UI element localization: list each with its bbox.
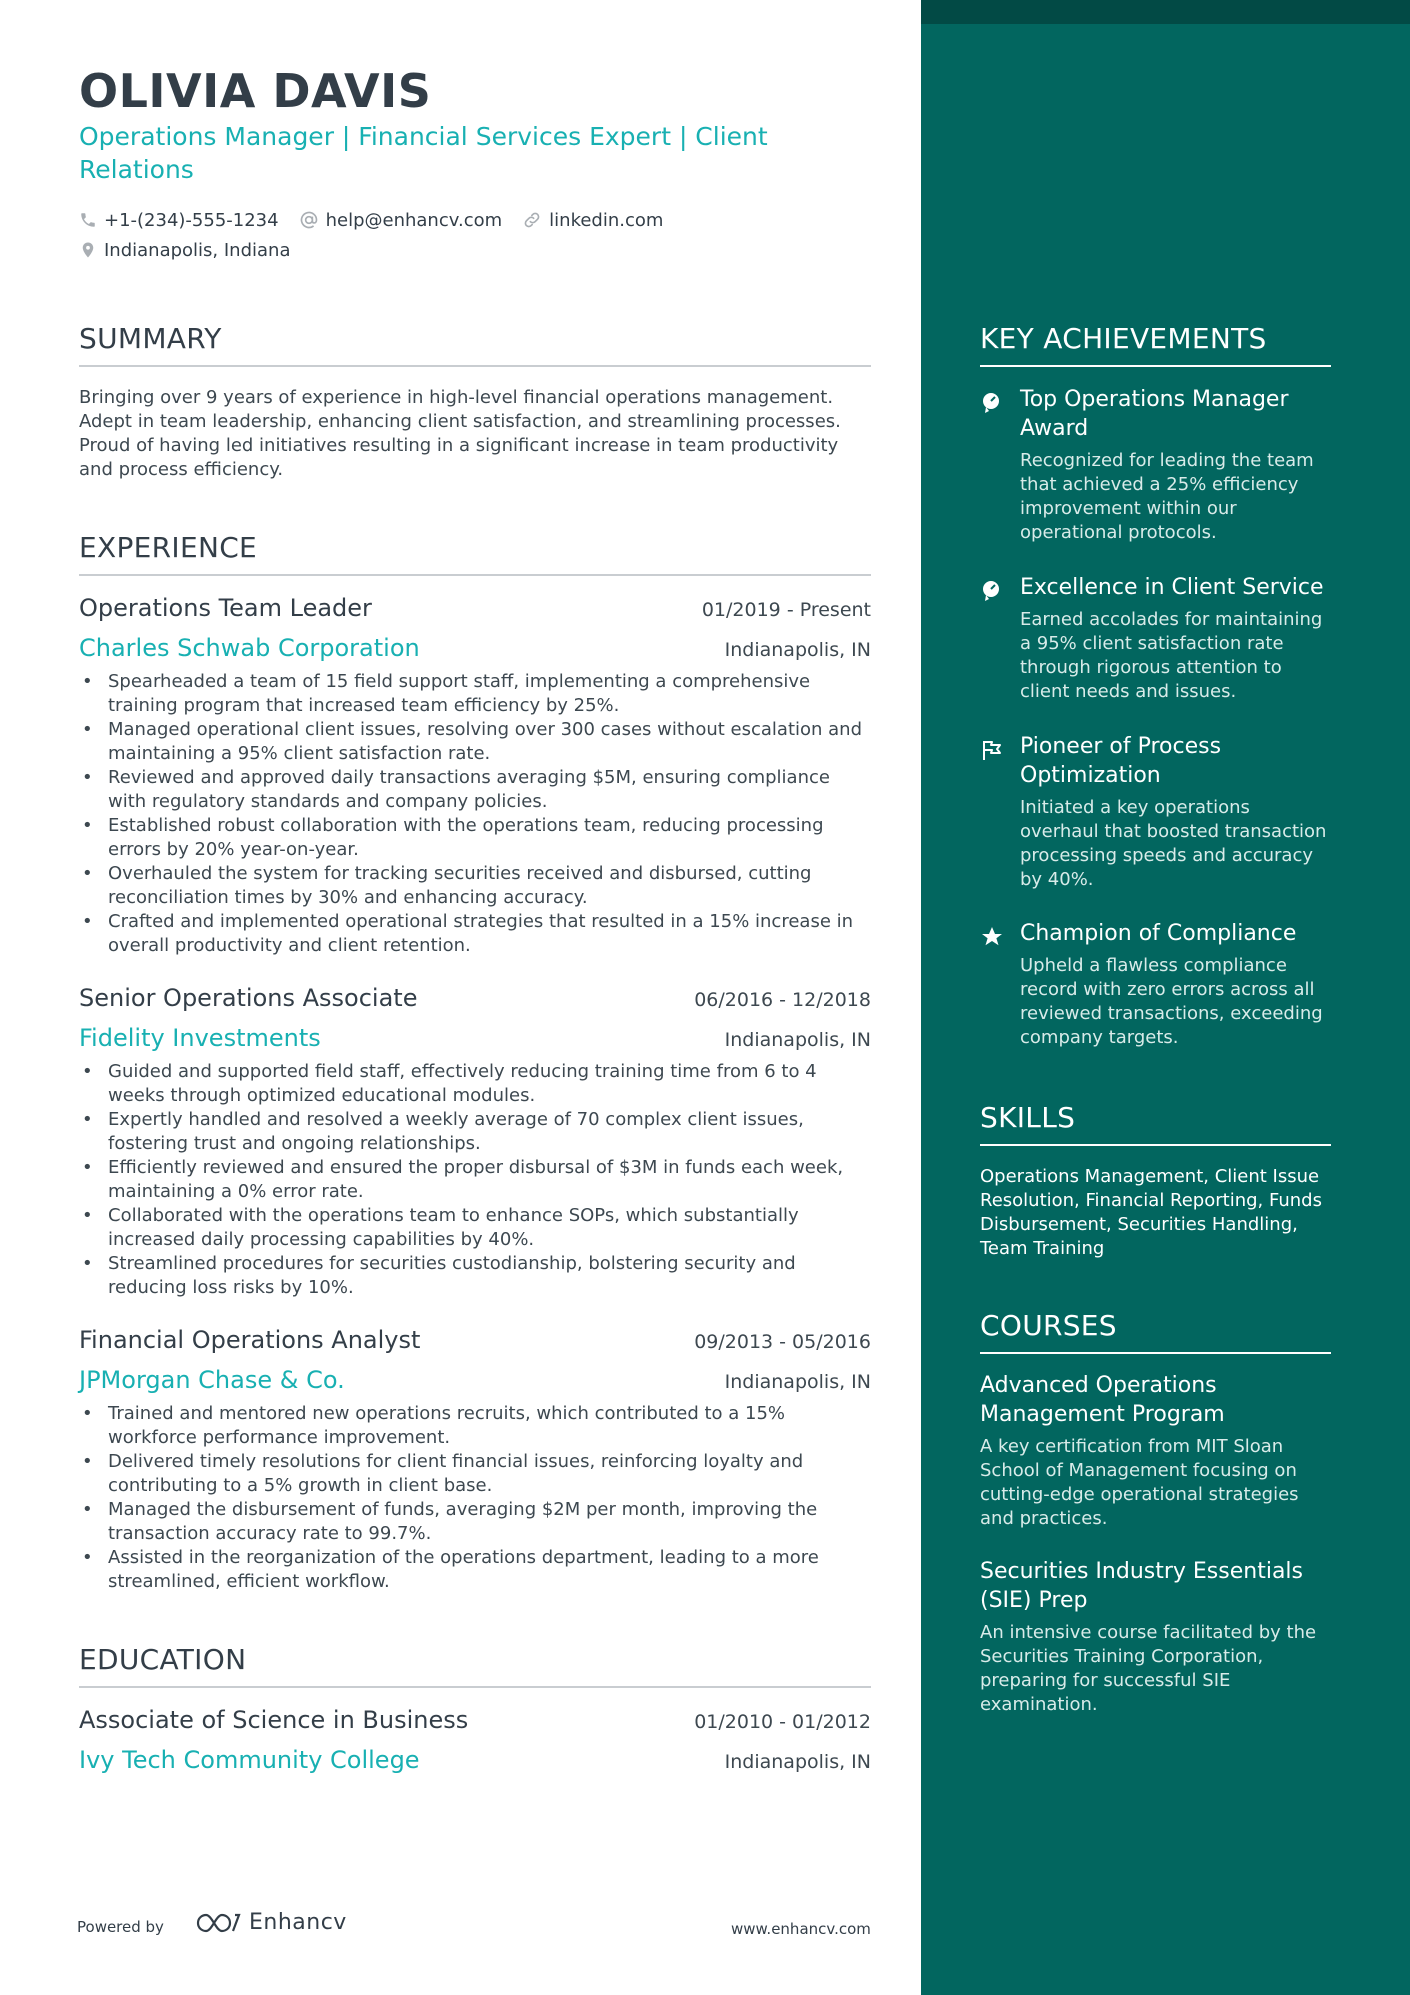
job-entry <box>79 984 871 1300</box>
contact-link[interactable] <box>522 210 663 231</box>
job-location: Indianapolis, IN <box>724 1029 871 1051</box>
job-bullets <box>79 1060 871 1300</box>
email-text: help@enhancv.com <box>325 209 503 231</box>
bullet: • Trained and mentored new operations recruits, which contributed to a 15% workforce performance improvement. <box>79 1402 871 1450</box>
job-dates: 01/2019 - Present <box>701 599 871 621</box>
contact-phone[interactable] <box>79 210 279 231</box>
skills-text: Operations Management, Client Issue Resolution, Financial Reporting, Funds Disbursement, Securities Handling, Team Training <box>980 1166 1322 1259</box>
achievement-desc: Upheld a flawless compliance record with zero errors across all reviewed transactions, exceeding company targets. <box>1020 955 1323 1048</box>
achievement-item <box>980 732 1331 892</box>
bullet: • Established robust collaboration with the operations team, reducing processing errors by 20% year-on-year. <box>79 814 871 862</box>
course-desc: A key certification from MIT Sloan School of Management focusing on cutting-edge operational strategies and practices. <box>980 1436 1299 1529</box>
bullet: • Expertly handled and resolved a weekly average of 70 complex client issues, fostering trust and ongoing relationships. <box>79 1108 871 1156</box>
course-title: Securities Industry Essentials (SIE) Prep <box>980 1559 1304 1613</box>
contact-email[interactable] <box>299 210 503 231</box>
summary-heading: SUMMARY <box>79 322 871 367</box>
experience-heading: EXPERIENCE <box>79 531 871 576</box>
bullet: • Managed operational client issues, resolving over 300 cases without escalation and maintaining a 95% client satisfaction rate. <box>79 718 871 766</box>
course-item <box>980 1557 1331 1717</box>
education-location: Indianapolis, IN <box>724 1751 871 1773</box>
bullet: • Streamlined procedures for securities custodianship, bolstering security and reducing loss risks by 10%. <box>79 1252 871 1300</box>
star-icon <box>980 925 1004 949</box>
job-bullets <box>79 1402 871 1594</box>
bullet: • Assisted in the reorganization of the operations department, leading to a more streamlined, efficient workflow. <box>79 1546 871 1594</box>
link-icon <box>522 210 542 230</box>
link-text: linkedin.com <box>549 209 664 231</box>
job-dates: 06/2016 - 12/2018 <box>694 989 871 1011</box>
job-dates: 09/2013 - 05/2016 <box>694 1331 871 1353</box>
job-location: Indianapolis, IN <box>724 1371 871 1393</box>
education-entry <box>79 1706 871 1774</box>
course-title: Advanced Operations Management Program <box>980 1373 1225 1427</box>
powered-by-label: Powered by <box>77 1918 164 1936</box>
candidate-name: OLIVIA DAVIS <box>79 64 432 118</box>
location-pin-icon <box>79 240 97 260</box>
job-company[interactable]: Fidelity Investments <box>79 1024 321 1052</box>
job-company[interactable]: Charles Schwab Corporation <box>79 634 420 662</box>
job-entry <box>79 594 871 958</box>
achievement-desc: Earned accolades for maintaining a 95% client satisfaction rate through rigorous attention to client needs and issues. <box>1020 609 1323 702</box>
achievement-title: Champion of Compliance <box>1020 921 1297 946</box>
achievements-heading: KEY ACHIEVEMENTS <box>980 322 1331 367</box>
phone-text: +1-(234)-555-1234 <box>104 209 279 231</box>
medal-icon <box>980 579 1004 603</box>
summary-text: Bringing over 9 years of experience in high-level financial operations management. Adept in team leadership, enhancing client satisfaction, and streamlining processes. Proud of having led initiatives resulting in a significant increase in team productivity and process efficiency. <box>79 387 841 480</box>
brand-name: Enhancv <box>249 1910 347 1935</box>
candidate-title: Operations Manager | Financial Services Expert | Client Relations <box>79 122 768 184</box>
bullet: • Managed the disbursement of funds, averaging $2M per month, improving the transaction accuracy rate to 99.7%. <box>79 1498 871 1546</box>
achievement-title: Top Operations Manager Award <box>1020 387 1289 441</box>
job-entry <box>79 1326 871 1594</box>
achievement-title: Excellence in Client Service <box>1020 575 1324 600</box>
school[interactable]: Ivy Tech Community College <box>79 1746 420 1774</box>
job-role: Financial Operations Analyst <box>79 1326 421 1354</box>
job-bullets <box>79 670 871 958</box>
achievement-item <box>980 385 1331 545</box>
enhancv-logo-icon <box>195 1911 241 1935</box>
achievement-item <box>980 919 1331 1050</box>
bullet: • Reviewed and approved daily transactions averaging $5M, ensuring compliance with regulatory standards and company policies. <box>79 766 871 814</box>
education-heading: EDUCATION <box>79 1643 871 1688</box>
job-location: Indianapolis, IN <box>724 639 871 661</box>
bullet: • Crafted and implemented operational strategies that resulted in a 15% increase in overall productivity and client retention. <box>79 910 871 958</box>
bullet: • Overhauled the system for tracking securities received and disbursed, cutting reconciliation times by 30% and enhancing accuracy. <box>79 862 871 910</box>
at-icon <box>299 210 319 230</box>
degree: Associate of Science in Business <box>79 1706 469 1734</box>
footer-url[interactable]: www.enhancv.com <box>731 1920 871 1938</box>
sidebar-top-band <box>921 0 1410 24</box>
contact-location <box>79 240 291 261</box>
bullet: • Collaborated with the operations team to enhance SOPs, which substantially increased daily processing capabilities by 40%. <box>79 1204 871 1252</box>
bullet: • Delivered timely resolutions for client financial issues, reinforcing loyalty and contributing to a 5% growth in client base. <box>79 1450 871 1498</box>
skills-heading: SKILLS <box>980 1101 1331 1146</box>
flag-icon <box>980 738 1004 762</box>
bullet: • Guided and supported field staff, effectively reducing training time from 6 to 4 weeks through optimized educational modules. <box>79 1060 871 1108</box>
achievement-desc: Recognized for leading the team that achieved a 25% efficiency improvement within our operational protocols. <box>1020 450 1314 543</box>
achievement-desc: Initiated a key operations overhaul that boosted transaction processing speeds and accuracy by 40%. <box>1020 797 1327 890</box>
medal-icon <box>980 391 1004 415</box>
bullet: • Spearheaded a team of 15 field support staff, implementing a comprehensive training program that increased team efficiency by 25%. <box>79 670 871 718</box>
contact-info <box>79 205 869 265</box>
phone-icon <box>79 211 97 229</box>
education-dates: 01/2010 - 01/2012 <box>694 1711 871 1733</box>
course-item <box>980 1371 1331 1531</box>
achievement-item <box>980 573 1331 704</box>
courses-heading: COURSES <box>980 1309 1331 1354</box>
job-role: Operations Team Leader <box>79 594 372 622</box>
job-company[interactable]: JPMorgan Chase & Co. <box>79 1366 345 1394</box>
course-desc: An intensive course facilitated by the Securities Training Corporation, preparing for successful SIE examination. <box>980 1622 1317 1715</box>
location-text: Indianapolis, Indiana <box>104 239 291 261</box>
bullet: • Efficiently reviewed and ensured the proper disbursal of $3M in funds each week, maintaining a 0% error rate. <box>79 1156 871 1204</box>
achievement-title: Pioneer of Process Optimization <box>1020 734 1222 788</box>
job-role: Senior Operations Associate <box>79 984 418 1012</box>
enhancv-logo[interactable] <box>195 1910 347 1935</box>
